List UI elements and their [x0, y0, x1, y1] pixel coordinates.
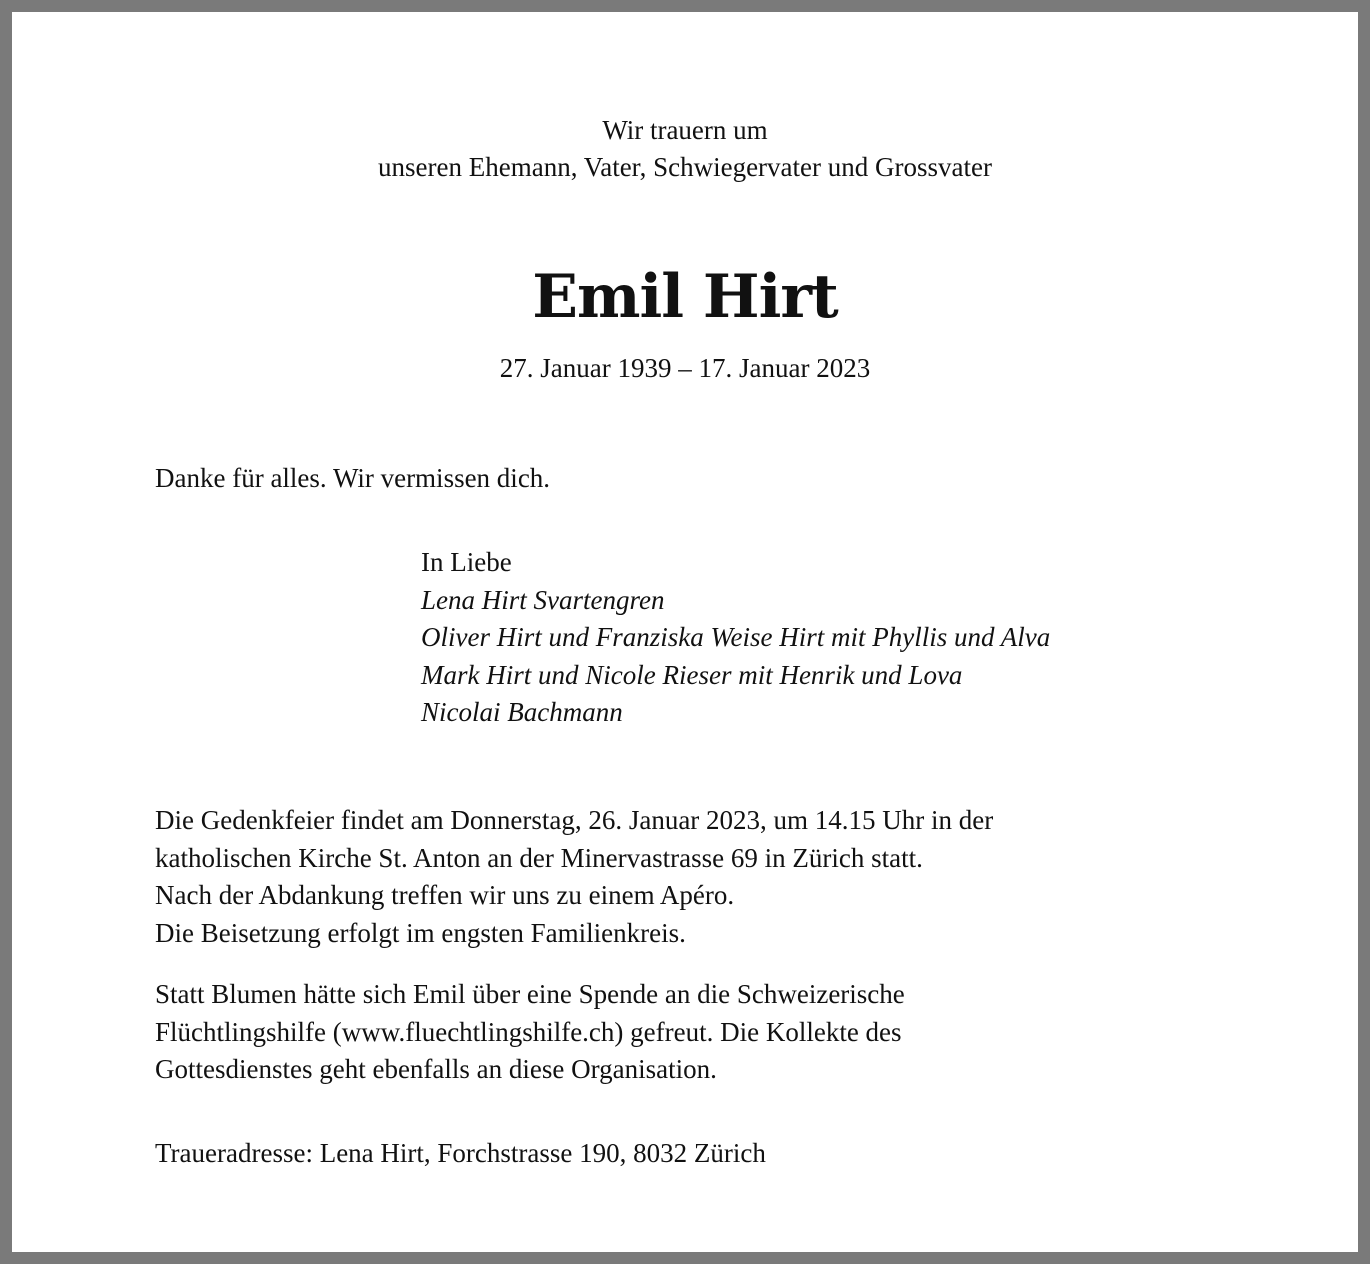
deceased-name: Emil Hirt [532, 262, 838, 332]
intro-line-2: unseren Ehemann, Vater, Schwiegervater und Grossvater [378, 152, 992, 182]
donation-line: Flüchtlingshilfe (www.fluechtlingshilfe.ch) gefreut. Die Kollekte des [155, 1016, 902, 1047]
thanks-message: Danke für alles. Wir vermissen dich. [155, 463, 551, 493]
signer-name: Nicolai Bachmann [421, 697, 623, 727]
donation-paragraph [155, 976, 905, 1089]
donation-line: Statt Blumen hätte sich Emil über eine Spende an die Schweizerische [155, 979, 905, 1009]
mourning-address: Traueradresse: Lena Hirt, Forchstrasse 190, 8032 Zürich [155, 1138, 766, 1168]
intro-text [12, 112, 1358, 186]
signers-block [421, 544, 1050, 732]
signer-name: Oliver Hirt und Franziska Weise Hirt mit Phyllis und Alva [421, 622, 1051, 652]
ceremony-line: katholischen Kirche St. Anton an der Minervastrasse 69 in Zürich statt. [155, 842, 923, 873]
life-dates: 27. Januar 1939 – 17. Januar 2023 [499, 353, 871, 383]
signers-heading: In Liebe [421, 547, 512, 577]
signer-name: Mark Hirt und Nicole Rieser mit Henrik und Lova [421, 659, 963, 690]
ceremony-line: Nach der Abdankung treffen wir uns zu einem Apéro. [155, 880, 735, 910]
obituary-page [12, 12, 1358, 1252]
ceremony-paragraph [155, 802, 993, 952]
signer-name: Lena Hirt Svartengren [421, 584, 665, 615]
intro-line-1: Wir trauern um [602, 115, 768, 145]
donation-line: Gottesdienstes geht ebenfalls an diese Organisation. [155, 1054, 717, 1084]
ceremony-line: Die Gedenkfeier findet am Donnerstag, 26. Januar 2023, um 14.15 Uhr in der [155, 805, 994, 835]
ceremony-line: Die Beisetzung erfolgt im engsten Familienkreis. [155, 917, 686, 948]
